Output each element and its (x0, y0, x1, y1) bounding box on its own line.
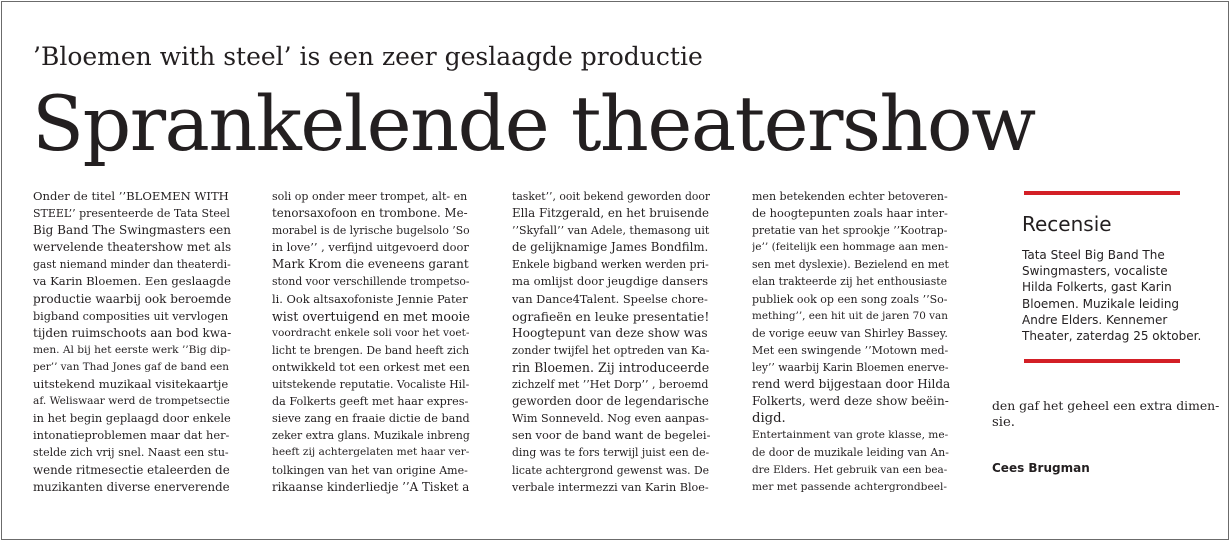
body-line: per’’ van Thad Jones gaf de band een (33, 360, 229, 373)
body-line: de gelijknamige James Bondfilm. (512, 240, 709, 255)
body-line: Onder de titel ’’BLOEMEN WITH (33, 189, 229, 203)
body-line: STEEL’’ presenteerde de Tata Steel (33, 207, 230, 221)
sidebar-line: Theater, zaterdag 25 oktober. (1022, 329, 1202, 344)
body-line: je’’ (feitelijk een hommage aan men- (752, 241, 949, 254)
sidebar-line: Swingmasters, vocaliste (1022, 264, 1168, 279)
body-line: in love’’ , verfijnd uitgevoerd door (272, 240, 469, 255)
body-line: publiek ook op een song zoals ’’So- (752, 292, 948, 306)
body-line: van Dance4Talent. Speelse chore- (512, 291, 708, 306)
body-line: rend werd bijgestaan door Hilda (752, 377, 950, 392)
sidebar-title: Recensie (1022, 212, 1112, 236)
body-line: ografieën en leuke presentatie! (512, 308, 710, 324)
body-line: wende ritmesectie etaleerden de (33, 462, 230, 477)
body-line: tenorsaxofoon en trombone. Me- (272, 206, 468, 221)
body-line: productie waarbij ook beroemde (33, 291, 231, 306)
body-line: licht te brengen. De band heeft zich (272, 343, 470, 357)
body-line: men betekenden echter betoveren- (752, 190, 948, 203)
body-line: Hoogtepunt van deze show was (512, 325, 708, 340)
body-line: Wim Sonneveld. Nog even aanpas- (512, 412, 709, 426)
body-line: de vorige eeuw van Shirley Bassey. (752, 326, 948, 340)
body-line: tijden ruimschoots aan bod kwa- (33, 325, 231, 340)
body-column-3 (512, 188, 710, 496)
body-line: stond voor verschillende trompetso- (272, 275, 470, 289)
body-column-4 (752, 188, 950, 496)
sidebar-line: Hilda Folkerts, gast Karin (1022, 280, 1172, 295)
body-line: dre Elders. Het gebruik van een bea- (752, 463, 948, 476)
body-column-1 (33, 188, 231, 496)
body-line: sen voor de band want de begelei- (512, 428, 710, 443)
sidebar-line: Bloemen. Muzikale leiding (1022, 296, 1180, 311)
body-line: digd. (752, 411, 786, 427)
sidebar-body (1022, 247, 1200, 344)
body-column-2 (272, 188, 470, 496)
article-kicker: ’Bloemen with steel’ is een zeer geslaagde productie (33, 42, 703, 71)
body-line: gast niemand minder dan theaterdi- (33, 258, 231, 272)
body-line: sieve zang en fraaie dictie de band (272, 412, 470, 426)
body-line: sie. (992, 415, 1015, 431)
body-line: elan trakteerde zij het enthousiaste (752, 275, 947, 289)
body-line: uitstekend muzikaal visitekaartje (33, 377, 229, 392)
body-line: va Karin Bloemen. Een geslaagde (33, 274, 231, 289)
body-line: intonatieproblemen maar dat her- (33, 428, 230, 443)
body-line: Entertainment van grote klasse, me- (752, 429, 949, 442)
article-headline: Sprankelende theatershow (32, 79, 1035, 168)
body-line: Ella Fitzgerald, en het bruisende (512, 206, 710, 221)
body-line: Enkele bigband werken werden pri- (512, 258, 709, 272)
body-line: in het begin geplaagd door enkele (33, 411, 231, 426)
body-line: li. Ook altsaxofoniste Jennie Pater (272, 291, 468, 306)
body-line: de door de muzikale leiding van An- (752, 446, 949, 460)
body-line: geworden door de legendarische (512, 394, 709, 409)
body-line: Mark Krom die eveneens garant (272, 257, 469, 272)
body-line: tasket’’, ooit bekend geworden door (512, 190, 710, 203)
sidebar-line: Andre Elders. Kennemer (1022, 312, 1168, 327)
body-line: af. Weliswaar werd de trompetsectie (33, 395, 230, 408)
body-line: Big Band The Swingmasters een (33, 223, 231, 238)
body-line: ’’Skyfall’’ van Adele, themasong uit (512, 224, 710, 238)
body-line: wervelende theatershow met als (33, 240, 231, 255)
body-line: Met een swingende ’’Motown med- (752, 343, 949, 357)
body-line: Folkerts, werd deze show beëin- (752, 394, 949, 409)
body-line: morabel is de lyrische bugelsolo ’So (272, 224, 470, 238)
body-line: sen met dyslexie). Bezielend en met (752, 258, 949, 272)
body-line: soli op onder meer trompet, alt- en (272, 190, 468, 203)
body-line: licate achtergrond gewenst was. De (512, 463, 710, 477)
body-line: ley’’ waarbij Karin Bloemen enerve- (752, 360, 949, 374)
sidebar-line: Tata Steel Big Band The (1022, 248, 1165, 262)
body-line: tolkingen van het van origine Ame- (272, 463, 468, 477)
body-line: zeker extra glans. Muzikale inbreng (272, 429, 470, 443)
body-line: ontwikkeld tot een orkest met een (272, 359, 470, 374)
body-line: da Folkerts geeft met haar expres- (272, 395, 469, 409)
body-line: zichzelf met ’’Het Dorp’’ , beroemd (512, 378, 709, 392)
body-column-5 (992, 397, 1222, 431)
body-line: voordracht enkele soli voor het voet- (272, 326, 470, 339)
body-line: rikaanse kinderliedje ’’A Tisket a (272, 479, 470, 494)
body-line: den gaf het geheel een extra dimen- (992, 398, 1220, 413)
body-line: bigband composities uit vervlogen (33, 309, 229, 323)
body-line: rin Bloemen. Zij introduceerde (512, 359, 710, 375)
body-line: pretatie van het sprookje ’’Kootrap- (752, 224, 948, 238)
body-line: verbale intermezzi van Karin Bloe- (512, 480, 709, 494)
sidebar-bottom-rule (1024, 359, 1180, 363)
body-line: de hoogtepunten zoals haar inter- (752, 206, 948, 221)
body-line: ma omlijst door jeugdige dansers (512, 274, 709, 289)
body-line: muzikanten diverse enerverende (33, 479, 230, 494)
body-line: men. Al bij het eerste werk ’’Big dip- (33, 343, 231, 356)
body-line: zonder twijfel het optreden van Ka- (512, 343, 710, 357)
body-line: mething’’, een hit uit de jaren 70 van (752, 309, 948, 322)
sidebar-top-rule (1024, 191, 1180, 195)
body-line: mer met passende achtergrondbeel- (752, 480, 947, 493)
body-line: ding was te fors terwijl juist een de- (512, 446, 710, 460)
body-line: wist overtuigend en met mooie (272, 308, 470, 324)
body-line: uitstekende reputatie. Vocaliste Hil- (272, 378, 470, 392)
body-line: stelde zich vrij snel. Naast een stu- (33, 446, 229, 460)
body-line: heeft zij achtergelaten met haar ver- (272, 446, 470, 459)
author-byline: Cees Brugman (992, 461, 1090, 475)
